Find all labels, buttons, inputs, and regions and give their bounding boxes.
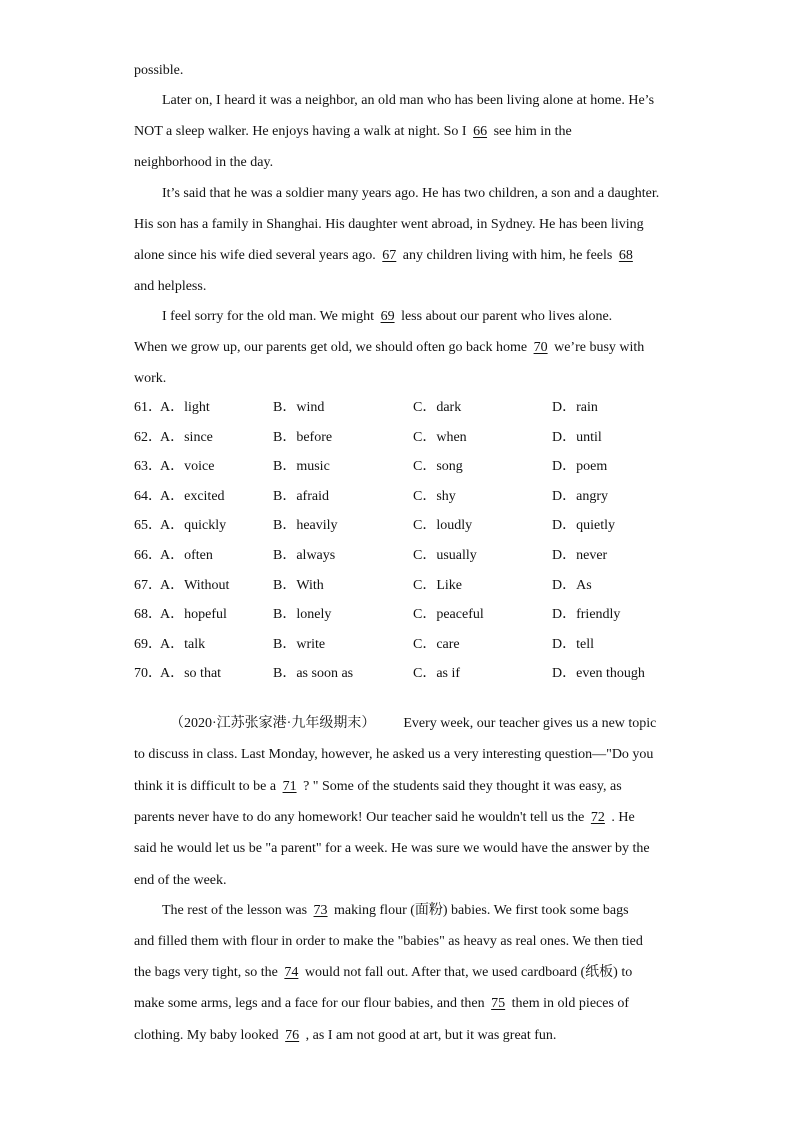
question-number: 63． [134, 459, 162, 475]
option-d: D．poem [552, 459, 608, 475]
option-c: C．song [413, 459, 463, 475]
option-d: D．angry [552, 488, 608, 504]
option-a: A．quickly [160, 518, 227, 534]
passage-line: said he would let us be "a parent" for a week. He was sure we would have the answer by the [134, 841, 650, 856]
option-a: A．talk [160, 636, 206, 652]
option-c: C．loudly [413, 518, 473, 534]
option-b: B．as soon as [273, 666, 354, 682]
option-b: B．With [273, 577, 324, 593]
option-b: B．always [273, 548, 336, 563]
option-a: A．excited [160, 488, 225, 504]
passage-line: alone since his wife died several years ago. 67 any children living with him, he feels 68 [134, 246, 636, 266]
option-b: B．music [273, 459, 330, 475]
passage-line: When we grow up, our parents get old, we should often go back home 70 we’re busy with [134, 338, 644, 358]
option-d: D．rain [552, 400, 598, 415]
blank-70: 70 [533, 340, 548, 355]
blank-72: 72 [590, 810, 605, 825]
passage-line: （2020·江苏张家港·九年级期末） Every week, our teacher gives us a new topic [170, 716, 657, 731]
blank-66: 66 [473, 124, 488, 139]
option-a: A．voice [160, 459, 215, 475]
passage-line: and filled them with flour in order to make the "babies" as heavy as real ones. We then tied [134, 934, 643, 949]
question-number: 67． [134, 577, 162, 593]
passage-line: to discuss in class. Last Monday, however, he asked us a very interesting question—"Do you [134, 747, 654, 762]
blank-73: 73 [313, 903, 328, 918]
passage-line: end of the week. [134, 873, 227, 888]
option-c: C．as if [413, 666, 461, 682]
passage-line: The rest of the lesson was 73 making flour (面粉) babies. We first took some bags [162, 901, 629, 921]
option-c: C．when [413, 429, 467, 445]
blank-68: 68 [618, 248, 633, 263]
passage-line: make some arms, legs and a face for our flour babies, and then 75 them in old pieces of [134, 994, 629, 1014]
option-a: A．hopeful [160, 607, 227, 623]
option-d: D．even though [552, 666, 645, 682]
option-b: B．write [273, 636, 326, 652]
passage-line: think it is difficult to be a 71 ? " Some of the students said they thought it was easy, as [134, 777, 622, 797]
blank-76: 76 [285, 1028, 300, 1043]
blank-67: 67 [382, 248, 397, 263]
option-c: C．shy [413, 488, 456, 504]
option-d: D．friendly [552, 607, 621, 623]
blank-75: 75 [491, 996, 506, 1011]
option-a: A．Without [160, 577, 230, 593]
blank-69: 69 [380, 309, 395, 324]
passage-line: work. [134, 371, 167, 386]
passage-line: parents never have to do any homework! Our teacher said he wouldn't tell us the 72 . He [134, 808, 635, 828]
option-d: D．As [552, 577, 592, 593]
question-number: 65． [134, 518, 162, 534]
question-number: 68． [134, 607, 162, 623]
option-c: C．Like [413, 577, 462, 593]
option-b: B．wind [273, 400, 325, 415]
question-number: 61． [134, 400, 162, 415]
source-label: （2020·江苏张家港·九年级期末） [170, 716, 376, 731]
question-number: 62． [134, 429, 162, 445]
option-c: C．care [413, 636, 460, 652]
question-number: 64． [134, 488, 162, 504]
passage-line: It’s said that he was a soldier many years ago. He has two children, a son and a daughter. [162, 186, 660, 201]
option-d: D．quietly [552, 518, 615, 534]
question-number: 70． [134, 666, 162, 682]
passage-line: and helpless. [134, 279, 207, 294]
passage-line: the bags very tight, so the 74 would not fall out. After that, we used cardboard (纸板) to [134, 963, 632, 983]
passage-line: neighborhood in the day. [134, 155, 274, 170]
option-b: B．afraid [273, 488, 329, 504]
option-b: B．heavily [273, 518, 338, 534]
passage-line: possible. [134, 63, 184, 78]
option-a: A．light [160, 400, 210, 415]
blank-71: 71 [282, 779, 297, 794]
option-c: C．usually [413, 548, 477, 563]
passage-line: clothing. My baby looked 76 , as I am not good at art, but it was great fun. [134, 1026, 556, 1046]
option-d: D．tell [552, 636, 594, 652]
passage-line: NOT a sleep walker. He enjoys having a walk at night. So I 66 see him in the [134, 122, 572, 142]
passage-line: I feel sorry for the old man. We might 69 less about our parent who lives alone. [162, 307, 612, 327]
option-a: A．often [160, 548, 213, 563]
passage-line: His son has a family in Shanghai. His daughter went abroad, in Sydney. He has been living [134, 217, 644, 232]
question-number: 66． [134, 548, 162, 563]
option-d: D．until [552, 429, 602, 445]
question-number: 69． [134, 636, 162, 652]
blank-74: 74 [284, 965, 299, 980]
passage-line: Later on, I heard it was a neighbor, an old man who has been living alone at home. He’s [162, 93, 655, 108]
option-a: A．since [160, 429, 213, 445]
option-b: B．lonely [273, 607, 332, 623]
option-a: A．so that [160, 666, 222, 682]
option-c: C．dark [413, 400, 462, 415]
option-d: D．never [552, 548, 608, 563]
option-b: B．before [273, 429, 333, 445]
option-c: C．peaceful [413, 607, 484, 623]
